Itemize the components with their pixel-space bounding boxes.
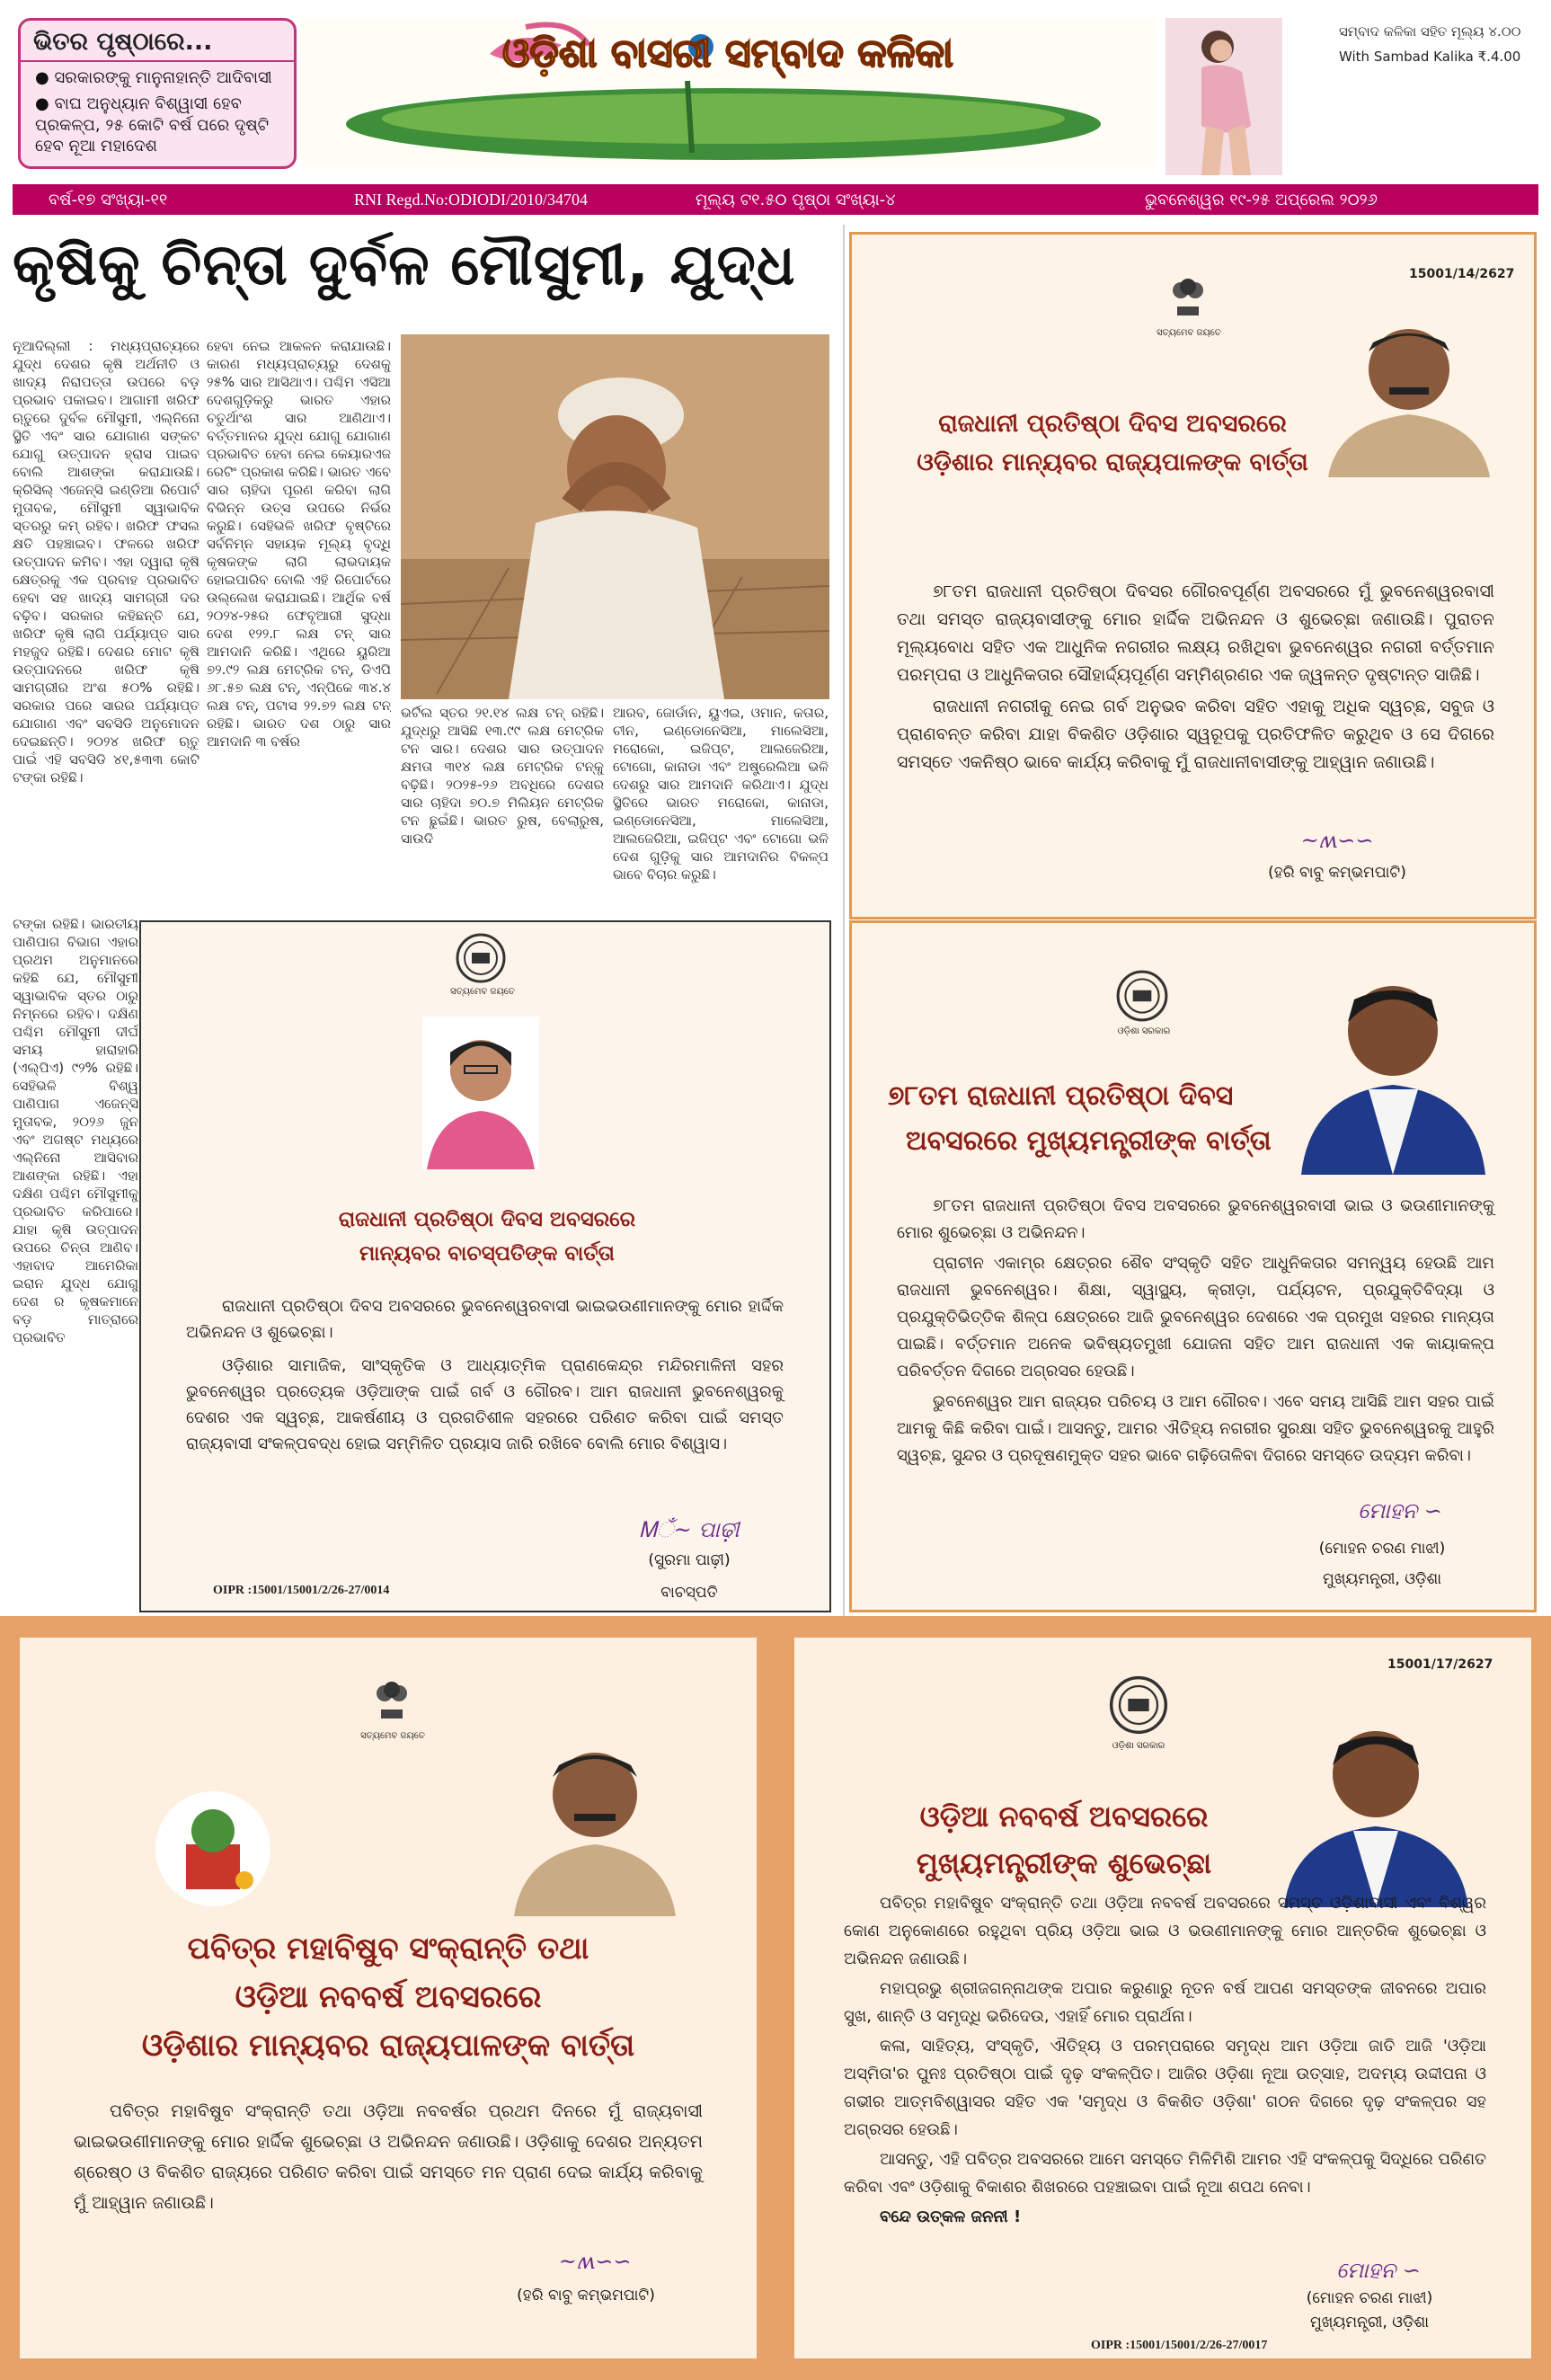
signature-designation: ମୁଖ୍ୟମନ୍ତ୍ରୀ, ଓଡ଼ିଶା bbox=[1309, 2313, 1430, 2331]
ad-title-line-1: ରାଜଧାନୀ ପ୍ରତିଷ୍ଠା ଦିବସ ଅବସରରେ bbox=[938, 410, 1287, 438]
issue-date: ଭୁବନେଶ୍ୱର ୧୯-୨୫ ଅପ୍ରେଲ ୨୦୨୬ bbox=[1145, 190, 1378, 209]
story-column-1: ନୂଆଦିଲ୍ଲୀ : ମଧ୍ୟପ୍ରାଚ୍ୟରେ ଯୁଦ୍ଧ ଦେଶର କୃଷି ଅର୍ଥନୀତି ଓ ଖାଦ୍ୟ ନିରାପତ୍ତା ଉପରେ ବଡ଼ ପ୍ରଭାବ ପକାଇବ। ଆଗାମୀ ଖରିଫ ଋତୁରେ ଦୁର୍ବଳ ମୌସୁମୀ, ଏଲ୍‌ନିନୋ ସ୍ଥିତି ଏବଂ ସାର ଯୋଗାଣ ସଙ୍କଟ ଯୋଗୁ ଉତ୍ପାଦନ ହ୍ରାସ ପାଇବ ବୋଲି ଆଶଙ୍କା କରାଯାଉଛି। କ୍ରିସିଲ୍ ଏଜେନ୍ସି ଇଣ୍ଡିଆ ରିପୋର୍ଟ ମୁତାବକ, ମୌସୁମୀ ସ୍ୱାଭାବିକ ସ୍ତରରୁ କମ୍ ରହିବ। ଖରିଫ ଫସଲ କ୍ଷତି ପହଞ୍ଚାଇବ। ଫଳରେ ଖରିଫ ଉତ୍ପାଦନ କମିବ। ଏହା ଦ୍ୱାରା କୃଷି କ୍ଷେତ୍ରକୁ ଏକ ପ୍ରବାହ ପ୍ରଭାବିତ ହେବା ସହ ଖାଦ୍ୟ ସାମଗ୍ରୀ ଦର ବଢ଼ିବ। ସରକାର କହିଛନ୍ତି ଯେ, ଖରିଫ କୃଷି ଲାଗି ପର୍ଯ୍ୟାପ୍ତ ସାର ମହଜୁଦ ରହିଛି। ଦେଶର ମୋଟ କୃଷି ଉତ୍ପାଦନରେ ଖରିଫ କୃଷି ସାମଗ୍ରୀର ଅଂଶ ୫୦% ରହିଛି। ସରକାର ପରେ ସାରର ପର୍ଯ୍ୟାପ୍ତ ଯୋଗାଣ ଏବଂ ସବସିଡି ଅନୁମୋଦନ ଦେଇଛନ୍ତି। ୨୦୨୪ ଖରିଫ ଋତୁ ପାଇଁ ଏହି ସବସିଡି ୪୧,୫୩୩ କୋଟି ଟଙ୍କା ରହିଛି। bbox=[13, 338, 199, 786]
ad-paragraph-1: ପବିତ୍ର ମହାବିଷୁବ ସଂକ୍ରାନ୍ତି ତଥା ଓଡ଼ିଆ ନବବର୍ଷ ଅବସରରେ ସମସ୍ତ ଓଡ଼ିଶାବାସୀ ଏବଂ ବିଶ୍ୱର କୋଣ ଅନୁକୋଣରେ ରହୁଥିବା ପ୍ରିୟ ଓଡ଼ିଆ ଭାଇ ଓ ଭଉଣୀମାନଙ୍କୁ ମୋର ଆନ୍ତରିକ ଶୁଭେଚ୍ଛା ଓ ଅଭିନନ୍ଦନ ଜଣାଉଛି। bbox=[844, 1894, 1486, 1968]
column-divider bbox=[843, 225, 845, 1618]
ad-title-line-2: ମୁଖ୍ୟମନ୍ତ୍ରୀଙ୍କ ଶୁଭେଚ୍ଛା bbox=[916, 1846, 1212, 1880]
ad-paragraph-1: ୭୮ତମ ରାଜଧାନୀ ପ୍ରତିଷ୍ଠା ଦିବସ ଅବସରରେ ଭୁବନେଶ୍ୱରବାସୀ ଭାଇ ଓ ଭଉଣୀମାନଙ୍କୁ ମୋର ଶୁଭେଚ୍ଛା ଓ ଅଭିନନ୍ଦନ। bbox=[897, 1196, 1494, 1242]
ad-paragraph-2: ରାଜଧାନୀ ନଗରୀକୁ ନେଇ ଗର୍ବ ଅନୁଭବ କରିବା ସହିତ ଏହାକୁ ଅଧିକ ସ୍ୱଚ୍ଛ, ସବୁଜ ଓ ପ୍ରାଣବନ୍ତ କରିବା ଯାହା ବିକଶିତ ଓଡ଼ିଶାର ସ୍ୱରୂପକୁ ପ୍ରତିଫଳିତ କରୁଥିବ ଓ ସେ ଦିଗରେ ସମସ୍ତେ ଏକନିଷ୍ଠ ଭାବେ କାର୍ଯ୍ୟ କରିବାକୁ ମୁଁ ରାଜଧାନୀବାସୀଙ୍କୁ ଆହ୍ୱାନ ଜଣାଉଛି। bbox=[897, 697, 1494, 772]
signature-scribble: ମୋହନ ∽ bbox=[1336, 2258, 1421, 2283]
governor-capital-day-ad bbox=[849, 232, 1537, 919]
odisha-seal-icon bbox=[454, 931, 508, 985]
story-column-4: ଭର୍ଟିଲ ସ୍ତର ୨୧.୧୪ ଲକ୍ଷ ଟନ୍ ରହିଛି। ଯୁଦ୍ଧରୁ ଆସିଛି ୧୩.୯୯ ଲକ୍ଷ ମେଟ୍ରିକ ଟନ ସାର। ଦେଶର ସାର ଉତ୍ପାଦନ କ୍ଷମତା ୩୧୪ ଲକ୍ଷ ମେଟ୍ରିକ ଟନ୍‌କୁ ବଢ଼ିଛି। ୨୦୨୫-୨୬ ଅବଧିରେ ଦେଶର ସାର ଚାହିଦା ୭୦.୭ ମିଲିୟନ ମେଟ୍ରିକ ଟନ ଛୁଇଁଛି। ଭାରତ ରୁଷ, ବେଲାରୁଷ, ସାଉଦି bbox=[401, 705, 604, 847]
ad-paragraph-2: ମହାପ୍ରଭୁ ଶ୍ରୀଜଗନ୍ନାଥଙ୍କ ଅପାର କରୁଣାରୁ ନୂତନ ବର୍ଷ ଆପଣ ସମସ୍ତଙ୍କ ଜୀବନରେ ଅପାର ସୁଖ, ଶାନ୍ତି ଓ ସମୃଦ୍ଧି ଭରିଦେଉ, ଏହାହିଁ ମୋର ପ୍ରାର୍ଥନା। bbox=[844, 1979, 1486, 2026]
speaker-portrait-icon bbox=[422, 1017, 539, 1169]
issue-strip bbox=[13, 184, 1538, 215]
cm-capital-day-ad bbox=[849, 920, 1537, 1612]
story-column-2: ହେବା ନେଇ ଆକଳନ କରାଯାଉଛି। କାରଣ ମଧ୍ୟପ୍ରାଚ୍ୟରୁ ଦେଶକୁ ୨୫% ସାର ଆସିଥାଏ। ପଶ୍ଚିମ ଏସିଆ ଦେଶଗୁଡ଼ିକରୁ ଭାରତ ଏହାର ଚତୁର୍ଥାଂଶ ସାର ଆଣିଥାଏ। ବର୍ତ୍ତମାନର ଯୁଦ୍ଧ ଯୋଗୁ ଯୋଗାଣ ପ୍ରଭାବିତ ହେବା ନେଇ କେୟାରଏଜ ରେଟିଂ ପ୍ରକାଶ କରିଛି। ଭାରତ ଏବେ ସାର ଚାହିଦା ପୂରଣ କରିବା ଲାଗି ବିଭିନ୍ନ ଉତ୍ସ ଉପରେ ନିର୍ଭର କରୁଛି। ସେହିଭଳି ଖରିଫ ବୃଷ୍ଟିରେ ସର୍ବନିମ୍ନ ସହାୟକ ମୂଲ୍ୟ ବୃଦ୍ଧି କୃଷକଙ୍କ ଲାଗି ଲାଭଦାୟକ ହୋଇପାରିବ ବୋଲି ଏହି ରିପୋର୍ଟରେ ଉଲ୍ଲେଖ କରାଯାଇଛି। ଆର୍ଥିକ ବର୍ଷ ୨୦୨୪-୨୫ର ଫେବୃଆରୀ ସୁଦ୍ଧା ଦେଶ ୧୨୨.୮ ଲକ୍ଷ ଟନ୍ ସାର ଆମଦାନି କରିଛି। ଏଥିରେ ୟୁରିଆ ୭୨.୯୨ ଲକ୍ଷ ମେଟ୍ରିକ ଟନ୍, ଡିଏପି ୬୮.୫୭ ଲକ୍ଷ ଟନ୍, ଏନ୍‌ପିକେ ୩୪.୪ ଲକ୍ଷ ଟନ୍, ପଟାସ ୨୨.୭୨ ଲକ୍ଷ ଟନ୍ ରହିଛି। ଭାରତ ଦଶ ଠାରୁ ସାର ଆମଦାନି ୩ ବର୍ଷର bbox=[207, 338, 391, 750]
ad-title-line-1: ୭୮ତମ ରାଜଧାନୀ ପ୍ରତିଷ୍ଠା ଦିବସ bbox=[888, 1080, 1234, 1112]
inside-pages-box bbox=[18, 18, 297, 169]
signature-name: (ସୁରମା ପାଢ଼ୀ) bbox=[648, 1551, 731, 1569]
signature-scribble: ମୋହନ ∽ bbox=[1358, 1498, 1442, 1523]
signature-designation: ମୁଖ୍ୟମନ୍ତ୍ରୀ, ଓଡ଼ିଶା bbox=[1322, 1570, 1442, 1588]
paper-logo bbox=[301, 18, 1155, 169]
emblem-caption: ସତ୍ୟମେବ ଜୟତେ bbox=[1157, 328, 1221, 338]
ad-paragraph-2: ଓଡ଼ିଶାର ସାମାଜିକ, ସାଂସ୍କୃତିକ ଓ ଆଧ୍ୟାତ୍ମିକ ପ୍ରାଣକେନ୍ଦ୍ର ମନ୍ଦିରମାଳିନୀ ସହର ଭୁବନେଶ୍ୱର ପ୍ରତ୍ୟେକ ଓଡ଼ିଆଙ୍କ ପାଇଁ ଗର୍ବ ଓ ଗୌରବ। ଆମ ରାଜଧାନୀ ଭୁବନେଶ୍ୱରକୁ ଦେଶର ଏକ ସ୍ୱଚ୍ଛ, ଆକର୍ଷଣୀୟ ଓ ପ୍ରଗତିଶୀଳ ସହରରେ ପରିଣତ କରିବା ପାଇଁ ସମସ୍ତ ରାଜ୍ୟବାସୀ ସଂକଳ୍ପବଦ୍ଧ ହୋଇ ସମ୍ମିଳିତ ପ୍ରୟାସ ଜାରି ରଖିବେ ବୋଲି ମୋର ବିଶ୍ୱାସ। bbox=[186, 1356, 784, 1453]
ashoka-emblem-icon bbox=[1165, 271, 1211, 328]
ad-title-line-2: ଅବସରରେ ମୁଖ୍ୟମନ୍ତ୍ରୀଙ୍କ ବାର୍ତ୍ତା bbox=[906, 1125, 1272, 1157]
ashoka-emblem-icon bbox=[368, 1674, 415, 1731]
cm-new-year-ad bbox=[794, 1638, 1531, 2358]
ad-code: 15001/14/2627 bbox=[1409, 267, 1515, 281]
signature-designation: ବାଚସ୍ପତି bbox=[660, 1584, 718, 1602]
signature-name: (ମୋହନ ଚରଣ ମାଝୀ) bbox=[1318, 1540, 1446, 1558]
oipr-code: OIPR :15001/15001/2/26-27/0017 bbox=[1091, 2339, 1268, 2352]
ad-title-line-2: ମାନ୍ୟବର ବାଚସ୍ପତିଙ୍କ ବାର୍ତ୍ତା bbox=[359, 1242, 615, 1265]
price-line-odia: ସମ୍ବାଦ କଳିକା ସହିତ ମୂଲ୍ୟ ୪.୦୦ bbox=[1339, 23, 1521, 40]
emblem-caption: ସତ୍ୟମେବ ଜୟତେ bbox=[450, 987, 515, 997]
ad-body bbox=[897, 1193, 1494, 1470]
ad-body bbox=[186, 1293, 784, 1457]
story-column-5: ଆରବ, ଜୋର୍ଡାନ, ୟୁଏଇ, ଓମାନ, କତାର, ଚୀନ, ଇଣ୍ଡୋନେସିଆ, ମାଲେସିଆ, ମରୋକୋ, ଇଜିପ୍ଟ, ଆଲଜେରିଆ, ଟୋଗୋ, କାନାଡା ଏବଂ ଅଷ୍ଟ୍ରେଲିଆ ଭଳି ଦେଶରୁ ସାର ଆମଦାନି କରିଥାଏ। ଯୁଦ୍ଧ ସ୍ଥିତିରେ ଭାରତ ମରୋକୋ, କାନାଡା, ଇଣ୍ଡୋନେସିଆ, ମାଲେସିଆ, ଆଲଜେରିଆ, ଇଜିପ୍ଟ ଏବଂ ଟୋଗୋ ଭଳି ଦେଶ ଗୁଡ଼ିକୁ ସାର ଆମଦାନିର ବିକଳ୍ପ ଭାବେ ବିଚାର କରୁଛି। bbox=[613, 705, 829, 883]
story-column-3: ଟଙ୍କା ରହିଛି। ଭାରତୀୟ ପାଣିପାଗ ବିଭାଗ ଏହାର ପ୍ରଥମ ଅନୁମାନରେ କହିଛି ଯେ, ମୌସୁମୀ ସ୍ୱାଭାବିକ ସ୍ତର ଠାରୁ ନିମ୍ନରେ ରହିବ। ଦକ୍ଷିଣ ପଶ୍ଚିମ ମୌସୁମୀ ଦୀର୍ଘ ସମୟ ହାରାହାରି (ଏଲ୍‌ପିଏ) ୯୨% ରହିଛି। ସେହିଭଳି ବିଶ୍ୱ ପାଣିପାଗ ଏଜେନ୍ସି ମୁତାବକ, ୨୦୨୬ ଜୁନ ଏବଂ ଅଗଷ୍ଟ ମଧ୍ୟରେ ଏଲ୍‌ନିନୋ ଆସିବାର ଆଶଙ୍କା ରହିଛି। ଏହା ଦକ୍ଷିଣ ପଶ୍ଚିମ ମୌସୁମୀକୁ ପ୍ରଭାବିତ କରିପାରେ। ଯାହା କୃଷି ଉତ୍ପାଦନ ଉପରେ ଚିନ୍ତା ଆଣିବ। ଏହାବାଦ ଆମେରିକା ଇରାନ ଯୁଦ୍ଧ ଯୋଗୁ ଦେଶ ର କୃଷକମାନେ ବଡ଼ ମାତ୍ରାରେ ପ୍ରଭାବିତ bbox=[13, 916, 138, 1345]
ad-paragraph-3: କଳା, ସାହିତ୍ୟ, ସଂସ୍କୃତି, ଐତିହ୍ୟ ଓ ପରମ୍ପରାରେ ସମୃଦ୍ଧ ଆମ ଓଡ଼ିଆ ଜାତି ଆଜି 'ଓଡ଼ିଆ ଅସ୍ମିତା'ର ପୁନଃ ପ୍ରତିଷ୍ଠା ପାଇଁ ଦୃଢ଼ ସଂକଳ୍ପିତ। ଆଜିର ଓଡ଼ିଶା ନୂଆ ଉତ୍ସାହ, ଅଦମ୍ୟ ଉଦ୍ଦୀପନା ଓ ଗଭୀର ଆତ୍ମବିଶ୍ୱାସର ସହିତ ଏକ 'ସମୃଦ୍ଧ ଓ ବିକଶିତ ଓଡ଼ିଶା' ଗଠନ ଦିଗରେ ଦୃଢ଼ ସଂକଳ୍ପର ସହ ଅଗ୍ରସର ହେଉଛି। bbox=[844, 2037, 1486, 2139]
ad-closing: ବନ୍ଦେ ଉତ୍କଳ ଜନନୀ ! bbox=[880, 2207, 1022, 2226]
signature-name: (ମୋହନ ଚରଣ ମାଝୀ) bbox=[1306, 2289, 1433, 2307]
story-headline: କୃଷିକୁ ଚିନ୍ତା ଦୁର୍ବଳ ମୌସୁମୀ, ଯୁଦ୍ଧ bbox=[13, 232, 796, 298]
ad-paragraph-1: ପବିତ୍ର ମହାବିଷୁବ ସଂକ୍ରାନ୍ତି ତଥା ଓଡ଼ିଆ ନବବର୍ଷର ପ୍ରଥମ ଦିନରେ ମୁଁ ରାଜ୍ୟବାସୀ ଭାଇଭଉଣୀମାନଙ୍କୁ ମୋର ହାର୍ଦ୍ଦିକ ଶୁଭେଚ୍ଛା ଓ ଅଭିନନ୍ଦନ ଜଣାଉଛି। ଓଡ଼ିଶାକୁ ଦେଶର ଅନ୍ୟତମ ଶ୍ରେଷ୍ଠ ଓ ବିକଶିତ ରାଜ୍ୟରେ ପରିଣତ କରିବା ପାଇଁ ସମସ୍ତେ ମନ ପ୍ରାଣ ଦେଇ କାର୍ଯ୍ୟ କରିବାକୁ ମୁଁ ଆହ୍ୱାନ ଜଣାଉଛି। bbox=[74, 2101, 703, 2213]
governor-new-year-ad bbox=[20, 1638, 757, 2358]
rni-number: RNI Regd.No:ODIODI/2010/34704 bbox=[354, 190, 588, 209]
inside-item-2: ● ବାଘ ଅନୁଧ୍ୟାନ ବିଶ୍ୱାସୀ ହେବ ପ୍ରକଳ୍ପ, ୨୫ କୋଟି ବର୍ଷ ପରେ ଦୃଷ୍ଟି ହେବ ନୂଆ ମହାଦେଶ bbox=[35, 94, 270, 156]
odisha-seal-icon bbox=[1107, 1674, 1170, 1736]
ad-paragraph-1: ରାଜଧାନୀ ପ୍ରତିଷ୍ଠା ଦିବସ ଅବସରରେ ଭୁବନେଶ୍ୱରବାସୀ ଭାଇଭଉଣୀମାନଙ୍କୁ ମୋର ହାର୍ଦ୍ଦିକ ଅଭିନନ୍ଦନ ଓ ଶୁଭେଚ୍ଛା। bbox=[186, 1297, 784, 1342]
emblem-caption: ଓଡ଼ିଶା ସରକାର bbox=[1112, 1741, 1165, 1751]
signature-scribble: ~ʍ∽∽ bbox=[558, 2249, 632, 2274]
ad-body bbox=[897, 578, 1494, 777]
issue-number: ବର୍ଷ-୧୭ ସଂଖ୍ୟା-୧୧ bbox=[49, 190, 168, 209]
ad-title-line-2: ଓଡ଼ିଆ ନବବର୍ଷ ଅବସରରେ bbox=[235, 1979, 542, 2015]
signature-scribble: ~ʍ∽∽ bbox=[1300, 828, 1374, 853]
chief-minister-portrait-icon bbox=[1297, 959, 1490, 1175]
price-pages: ମୂଲ୍ୟ ଟ୧.୫୦ ପୃଷ୍ଠା ସଂଖ୍ୟା-୪ bbox=[696, 190, 896, 209]
ad-code: 15001/17/2627 bbox=[1387, 1657, 1493, 1672]
ad-body bbox=[74, 2096, 703, 2218]
ad-body bbox=[844, 1889, 1486, 2231]
chief-minister-portrait-icon bbox=[1280, 1710, 1473, 1907]
inside-item-1: ● ସରକାରଙ୍କୁ ମାନୁନାହାନ୍ତି ଆଦିବାସୀ bbox=[35, 68, 272, 87]
emblem-caption: ଓଡ଼ିଶା ସରକାର bbox=[1117, 1026, 1171, 1036]
ad-paragraph-3: ଭୁବନେଶ୍ୱର ଆମ ରାଜ୍ୟର ପରିଚୟ ଓ ଆମ ଗୌରବ। ଏବେ ସମୟ ଆସିଛି ଆମ ସହର ପାଇଁ ଆମକୁ କିଛି କରିବା ପାଇଁ। ଆସନ୍ତୁ, ଆମର ଐତିହ୍ୟ ନଗରୀର ସୁରକ୍ଷା ସହିତ ଭୁବନେଶ୍ୱରକୁ ଆହୁରି ସ୍ୱଚ୍ଛ, ସୁନ୍ଦର ଓ ପ୍ରଦୂଷଣମୁକ୍ତ ସହର ଭାବେ ଗଢ଼ିତୋଳିବା ଦିଗରେ ସମସ୍ତେ ଉଦ୍ୟମ କରିବା। bbox=[897, 1392, 1494, 1465]
inside-pages-title: ଭିତର ପୃଷ୍ଠାରେ... bbox=[21, 21, 294, 62]
governor-portrait-icon bbox=[1319, 306, 1499, 477]
emblem-caption: ସତ୍ୟମେବ ଜୟତେ bbox=[360, 1731, 425, 1741]
speaker-capital-day-ad bbox=[139, 920, 831, 1612]
signature-scribble: Ꮇଁ~ ପାଢ଼ୀ bbox=[639, 1517, 740, 1542]
model-photo bbox=[1165, 18, 1282, 175]
ad-title-line-3: ଓଡ଼ିଶାର ମାନ୍ୟବର ରାଜ୍ୟପାଳଙ୍କ ବାର୍ତ୍ତା bbox=[141, 2028, 635, 2064]
signature-name: (ହରି ବାବୁ କମ୍ଭମପାଟି) bbox=[1268, 864, 1406, 882]
governor-portrait-icon bbox=[505, 1727, 685, 1916]
paper-name: ଓଡ଼ିଶା ବାସରୀ ସମ୍ବାଦ କଳିକା bbox=[501, 31, 954, 76]
farmer-photo bbox=[401, 334, 829, 699]
ad-title-line-1: ପବିତ୍ର ମହାବିଷୁବ ସଂକ୍ରାନ୍ତି ତଥା bbox=[187, 1931, 589, 1967]
odisha-seal-icon bbox=[1114, 968, 1170, 1024]
farmer-image-icon bbox=[401, 334, 829, 699]
ad-title-line-2: ଓଡ଼ିଶାର ମାନ୍ୟବର ରାଜ୍ୟପାଳଙ୍କ ବାର୍ତ୍ତା bbox=[917, 448, 1308, 476]
ad-paragraph-4: ଆସନ୍ତୁ, ଏହି ପବିତ୍ର ଅବସରରେ ଆମେ ସମସ୍ତେ ମିଳିମିଶି ଆମର ଏହି ସଂକଳ୍ପକୁ ସିଦ୍ଧିରେ ପରିଣତ କରିବା ଏବଂ ଓଡ଼ିଶାକୁ ବିକାଶର ଶିଖରରେ ପହଞ୍ଚାଇବା ପାଇଁ ନୂଆ ଶପଥ ନେବା। bbox=[844, 2150, 1486, 2197]
tulsi-pot-icon bbox=[155, 1790, 271, 1907]
ad-title-line-1: ଓଡ଼ିଆ ନବବର୍ଷ ଅବସରରେ bbox=[919, 1799, 1209, 1834]
signature-name: (ହରି ବାବୁ କମ୍ଭମପାଟି) bbox=[517, 2287, 655, 2305]
model-image-icon bbox=[1165, 18, 1282, 175]
oipr-code: OIPR :15001/15001/2/26-27/0014 bbox=[213, 1584, 390, 1597]
ad-title-line-1: ରାଜଧାନୀ ପ୍ରତିଷ୍ଠା ଦିବସ ଅବସରରେ bbox=[338, 1208, 636, 1231]
ad-paragraph-2: ପ୍ରାଚୀନ ଏକାମ୍ର କ୍ଷେତ୍ରର ଶୈବ ସଂସ୍କୃତି ସହିତ ଆଧୁନିକତାର ସମନ୍ୱୟ ହେଉଛି ଆମ ରାଜଧାନୀ ଭୁବନେଶ୍ୱର। ଶିକ୍ଷା, ସ୍ୱାସ୍ଥ୍ୟ, କ୍ରୀଡ଼ା, ପର୍ଯ୍ୟଟନ, ପ୍ରଯୁକ୍ତିବିଦ୍ୟା ଓ ପ୍ରଯୁକ୍ତିଭିତ୍ତିକ ଶିଳ୍ପ କ୍ଷେତ୍ରରେ ଆଜି ଭୁବନେଶ୍ୱର ଦେଶରେ ଏକ ପ୍ରମୁଖ ସହରର ମାନ୍ୟତା ପାଇଛି। ବର୍ତ୍ତମାନ ଅନେକ ଭବିଷ୍ୟତମୁଖୀ ଯୋଜନା ସହିତ ଆମ ରାଜଧାନୀ ଏକ କାୟାକଳ୍ପ ପରିବର୍ତ୍ତନ ଦିଗରେ ଅଗ୍ରସର ହେଉଛି। bbox=[897, 1254, 1494, 1381]
price-box bbox=[1339, 23, 1546, 65]
ad-paragraph-1: ୭୮ତମ ରାଜଧାନୀ ପ୍ରତିଷ୍ଠା ଦିବସର ଗୌରବପୂର୍ଣ୍ଣ ଅବସରରେ ମୁଁ ଭୁବନେଶ୍ୱରବାସୀ ତଥା ସମସ୍ତ ରାଜ୍ୟବାସୀଙ୍କୁ ମୋର ହାର୍ଦ୍ଦିକ ଅଭିନନ୍ଦନ ଓ ଶୁଭେଚ୍ଛା ଜଣାଉଛି। ପୁରାତନ ମୂଲ୍ୟବୋଧ ସହିତ ଏକ ଆଧୁନିକ ନଗରୀର ଲକ୍ଷ୍ୟ ରଖିଥିବା ଭୁବନେଶ୍ୱର ନଗରୀ ବର୍ତ୍ତମାନ ପରମ୍ପରା ଓ ଆଧୁନିକତାର ସୌହାର୍ଦ୍ଦ୍ୟପୂର୍ଣ୍ଣ ସମ୍ମିଶ୍ରଣର ଏକ ଜ୍ୱଳନ୍ତ ଦୃଷ୍ଟାନ୍ତ ସାଜିଛି। bbox=[897, 582, 1494, 685]
price-line-english: With Sambad Kalika ₹.4.00 bbox=[1339, 49, 1521, 65]
